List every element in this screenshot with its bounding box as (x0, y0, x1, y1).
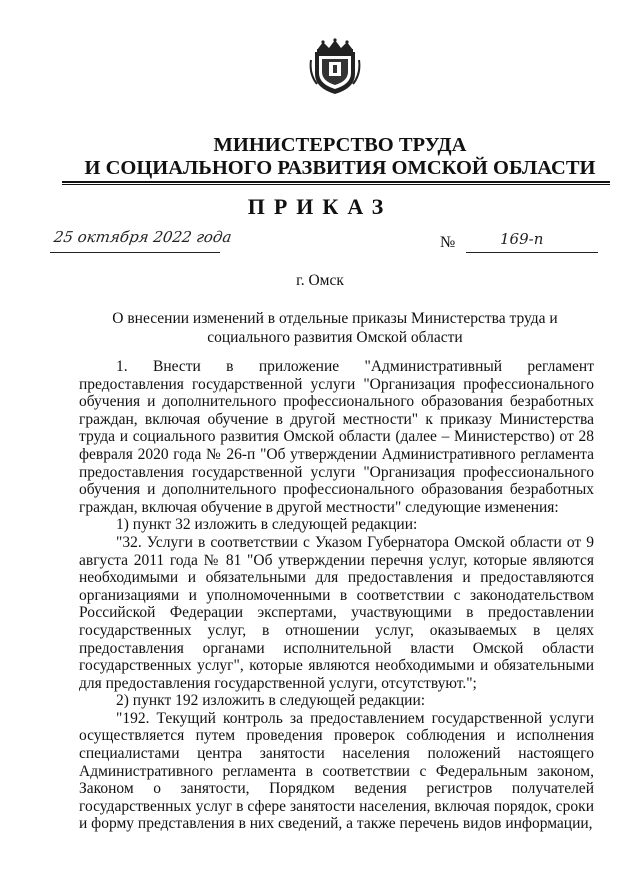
paragraph-item-2: 2) пункт 192 изложить в следующей редакции: (116, 692, 426, 710)
document-type-title: ПРИКАЗ (247, 194, 393, 219)
paragraph-32-text: "32. Услуги в соответствии с Указом Губернатора Омской области от 9 августа 2011 года № 81 "Об утверждении перечня услуг, которые являются необходимыми и обязательными для предоставления и предоставляются организациями и уполномоченными в соответствии с законодательством Российской Федерации экспертами, участвующими в предоставлении государственных услуг, в отношении услуг, оказываемых в целях предоставления органами исполнительной власти Омской области государственных услуг", которые являются необходимыми и обязательными для предоставления государственной услуги, отсутствуют."; (79, 533, 594, 692)
header-rule-thick (62, 181, 610, 183)
ministry-name-line1: МИНИСТЕРСТВО ТРУДА (213, 134, 467, 156)
paragraph-1: 1. Внести в приложение "Административный регламент предоставления государственной услуги "Организация профессионального обучения и дополнительного профессионального образования безработных граждан, включая обучение в другой местности" к приказу Министерства труда и социального развития Омской области (далее – Министерство) от 28 февраля 2020 года № 26-п "Об утверждении Административного регламента предоставления государственной услуги "Организация профессионального обучения и дополнительного профессионального образования безработных граждан, включая обучение в другой местности" следующие изменения: (79, 358, 594, 516)
ministry-name-line2: И СОЦИАЛЬНОГО РАЗВИТИЯ ОМСКОЙ ОБЛАСТИ (84, 157, 596, 179)
number-underline (466, 252, 598, 253)
paragraph-item-1: 1) пункт 32 изложить в следующей редакции: (116, 516, 418, 534)
city-name: г. Омск (296, 272, 344, 289)
order-number-handwritten: 169-п (500, 230, 544, 248)
header-rule-thin (62, 184, 610, 185)
order-date-handwritten: 25 октября 2022 года (52, 228, 233, 246)
paragraph-192-text: "192. Текущий контроль за предоставлением государственной услуги осуществляется путем проведения проверок соблюдения и исполнения специалистами центра занятости населения положений настоящего Административного регламента в соответствии с Федеральным законом, Законом о занятости, Порядком ведения регистров получателей государственных услуг в сфере занятости населения, включая порядок, сроки и форму представления в них сведений, а также перечень видов информации, (79, 709, 594, 833)
order-subject: О внесении изменений в отдельные приказы Министерства труда и социального развития Омской области (112, 310, 558, 346)
date-underline (50, 252, 220, 253)
omsk-region-coat-of-arms-icon (309, 38, 361, 96)
order-body (79, 358, 594, 833)
order-number-label: № (440, 234, 456, 251)
